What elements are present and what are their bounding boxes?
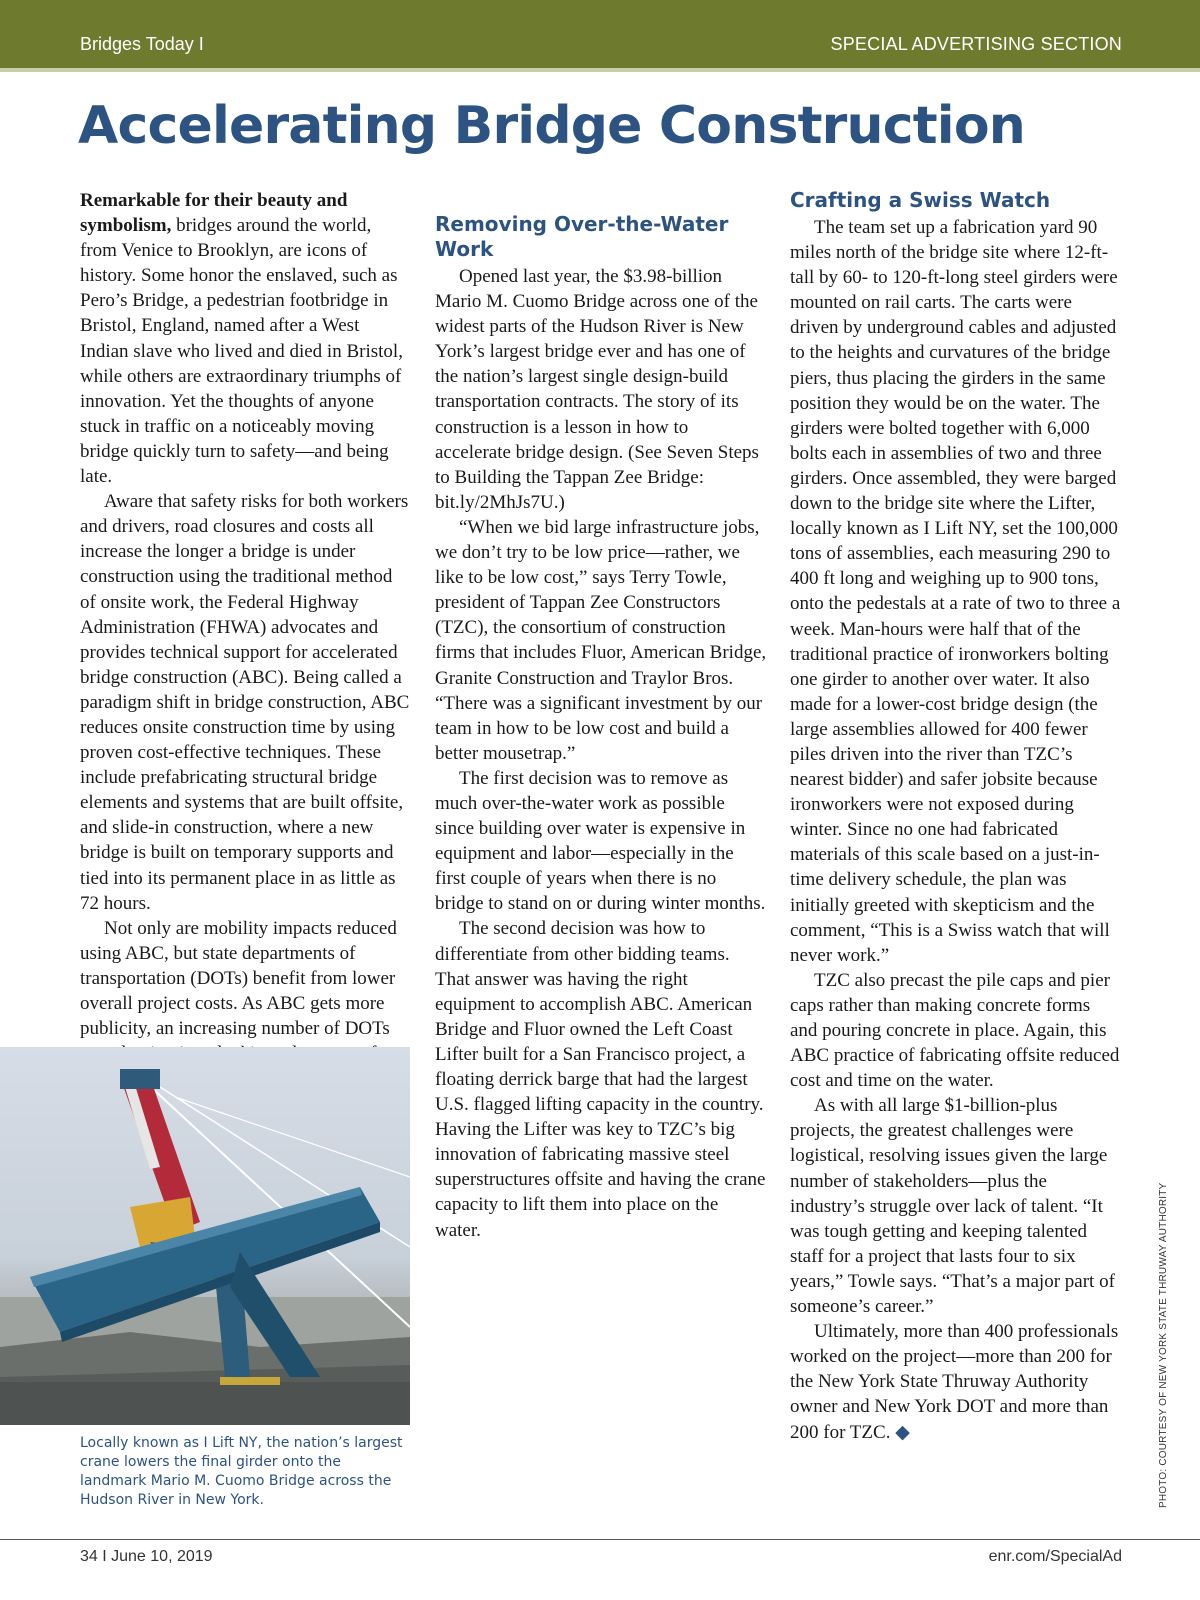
page-title: Accelerating Bridge Construction (78, 96, 1025, 156)
article-paragraph: Opened last year, the $3.98-billion Mario M. Cuomo Bridge across one of the widest parts of the Hudson River is New York’s largest bridge ever and has one of the nation’s largest single design-build transportation contracts. The story of its construction is a lesson in how to accelerate bridge design. (See Seven Steps to Building the Tappan Zee Bridge: bit.ly/2MhJs7U.) (435, 266, 759, 513)
subhead-removing-over-water-work: Removing Over-the-Water Work (435, 212, 729, 261)
article-paragraph (80, 188, 410, 489)
subhead-crafting-swiss-watch: Crafting a Swiss Watch (790, 188, 1051, 212)
crane-illustration (0, 1047, 410, 1425)
publication-section-label: Bridges Today I (80, 34, 204, 54)
article-column-3 (790, 188, 1122, 1445)
footer-url: enr.com/SpecialAd (988, 1548, 1122, 1565)
article-paragraph: “When we bid large infrastructure jobs, we don’t try to be low price—rather, we like to be low cost,” says Terry Towle, president of Tappan Zee Constructors (TZC), the consortium of construction firms that includes Fluor, American Bridge, Granite Construction and Traylor Bros. “There was a significant investment by our team in how to be low cost and build a better mousetrap.” (435, 516, 767, 764)
closing-paragraph-text: Ultimately, more than 400 professionals worked on the project—more than 200 for the New York State Thruway Authority owner and New York DOT and more than 200 for TZC. (790, 1321, 1119, 1443)
article-column-1 (80, 188, 410, 1167)
section-header-bar (0, 0, 1200, 72)
lead-paragraph-text: bridges around the world, from Venice to Brooklyn, are icons of history. Some honor the enslaved, such as Pero’s Bridge, a pedestrian footbridge in Bristol, England, named after a West Indian slave who lived and died in Bristol, while others are extraordinary triumphs of innovation. Yet the thoughts of anyone stuck in traffic on a noticeably moving bridge quickly turn to safety—and being late. (80, 215, 403, 488)
article-paragraph: As with all large $1-billion-plus projects, the greatest challenges were logistical, resolving issues given the large number of stakeholders—plus the industry’s struggle over lack of talent. “It was tough getting and keeping talented staff for a project that lasts four to six years,” Towle says. “That’s a major part of someone’s career.” (790, 1095, 1115, 1318)
article-column-2 (435, 188, 767, 1243)
article-paragraph: TZC also precast the pile caps and pier caps rather than making concrete forms and pouring concrete in place. Again, this ABC practice of fabricating offsite reduced cost and time on the water. (790, 969, 1120, 1092)
advertising-section-label: SPECIAL ADVERTISING SECTION (830, 34, 1122, 54)
article-paragraph: Aware that safety risks for both workers and drivers, road closures and costs all increase the longer a bridge is under construction using the traditional method of onsite work, the Federal Highway Administration (FHWA) advocates and provides technical support for accelerated bridge construction (ABC). Being called a paradigm shift in bridge construction, ABC reduces onsite construction time by using proven cost-effective techniques. These include prefabricating structural bridge elements and systems that are built offsite, and slide-in construction, where a new bridge is built on temporary supports and tied into its permanent place in as little as 72 hours. (80, 491, 410, 914)
article-paragraph: Not only are mobility impacts reduced using ABC, but state departments of transportation (DOTs) benefit from lower overall project costs. As ABC gets more publicity, an increasing number of DOTs (80, 917, 397, 1040)
bridge-crane-photo (0, 1047, 410, 1425)
end-mark-icon: ◆ (895, 1421, 910, 1443)
page-number-date: 34 I June 10, 2019 (80, 1548, 213, 1565)
article-paragraph: The first decision was to remove as much over-the-water work as possible since building over water is expensive in equipment and labor—especially in the first couple of years when there is no bridge to stand on or during winter months. (435, 767, 766, 915)
lead-in: Remarkable for their beauty and symbolism, (80, 190, 348, 237)
article-paragraph (790, 1319, 1122, 1444)
photo-credit: PHOTO: COURTESY OF NEW YORK STATE THRUWAY AUTHORITY (1158, 1182, 1169, 1508)
footer-divider (0, 1539, 1200, 1540)
article-paragraph: The second decision was how to differentiate from other bidding teams. That answer was having the right equipment to accomplish ABC. American Bridge and Fluor owned the Left Coast Lifter built for a San Francisco project, a floating derrick barge that had the largest U.S. flagged lifting capacity in the country. Having the Lifter was key to TZC’s big innovation of fabricating massive steel superstructures offsite and having the crane capacity to lift them into place on the water. (435, 918, 766, 1241)
article-paragraph: The team set up a fabrication yard 90 miles north of the bridge site where 12-ft-tall by 60- to 120-ft-long steel girders were mounted on rail carts. The carts were driven by underground cables and adjusted to the heights and curvatures of the bridge piers, thus placing the girders in the same position they would be on the water. The girders were bolted together with 6,000 bolts each in assemblies of two and three girders. Once assembled, they were barged down to the bridge site where the Lifter, locally known as I Lift NY, set the 100,000 tons of assemblies, each measuring 290 to 400 ft long and weighing up to 900 tons, onto the pedestals at a rate of two to three a week. Man-hours were half that of the traditional practice of ironworkers bolting one girder to another over water. It also made for a lower-cost bridge design (the large assemblies allowed for 400 fewer piles driven into the river than TZC’s nearest bidder) and safer jobsite because ironworkers were not exposed during winter. Since no one had fabricated materials of this scale based on a just-in-time delivery schedule, the plan was initially greeted with skepticism and the comment, “This is a Swiss watch that will never work.” (790, 217, 1121, 966)
photo-caption: Locally known as I Lift NY, the nation’s largest crane lowers the final girder onto the landmark Mario M. Cuomo Bridge across the Hudson River in New York. (80, 1435, 403, 1508)
